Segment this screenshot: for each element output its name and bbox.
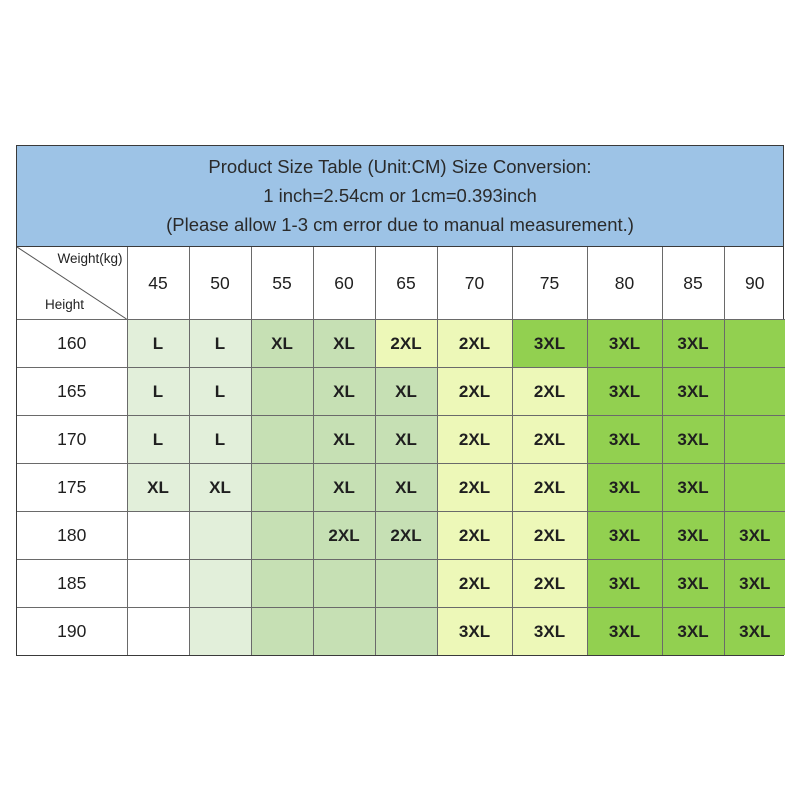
- table-row: [17, 464, 785, 512]
- size-cell: 3XL: [662, 416, 724, 464]
- size-cell: 2XL: [437, 368, 512, 416]
- size-cell: 2XL: [437, 560, 512, 608]
- size-cell: XL: [375, 416, 437, 464]
- size-cell: [251, 464, 313, 512]
- weight-header-cell: 55: [251, 247, 313, 320]
- size-cell: 2XL: [512, 368, 587, 416]
- header-note: (Please allow 1-3 cm error due to manual measurement.): [166, 214, 634, 235]
- size-cell: [313, 608, 375, 656]
- size-cell: 3XL: [587, 416, 662, 464]
- size-cell: 3XL: [724, 608, 785, 656]
- size-cell: [251, 608, 313, 656]
- weight-header-cell: 60: [313, 247, 375, 320]
- size-cell: XL: [313, 416, 375, 464]
- weight-header-cell: 85: [662, 247, 724, 320]
- size-cell: XL: [251, 320, 313, 368]
- size-cell: 3XL: [587, 560, 662, 608]
- size-cell: 2XL: [512, 464, 587, 512]
- size-cell: 3XL: [662, 320, 724, 368]
- weight-header-cell: 90: [724, 247, 785, 320]
- size-cell: [127, 608, 189, 656]
- size-cell: [375, 608, 437, 656]
- size-cell: [251, 416, 313, 464]
- size-cell: 3XL: [662, 464, 724, 512]
- header-conversion: 1 inch=2.54cm or 1cm=0.393inch: [263, 185, 537, 206]
- size-cell: 3XL: [512, 608, 587, 656]
- height-cell: 185: [17, 560, 127, 608]
- table-row: [17, 368, 785, 416]
- size-cell: 2XL: [437, 416, 512, 464]
- size-cell: 3XL: [662, 560, 724, 608]
- size-cell: L: [189, 368, 251, 416]
- header-title: Product Size Table (Unit:CM) Size Conversion:: [208, 156, 592, 177]
- size-cell: 3XL: [724, 512, 785, 560]
- size-cell: 3XL: [587, 320, 662, 368]
- weight-header-row: [17, 247, 785, 320]
- weight-axis-label: Weight(kg): [57, 251, 123, 266]
- size-cell: 3XL: [587, 464, 662, 512]
- size-cell: 3XL: [587, 608, 662, 656]
- height-cell: 180: [17, 512, 127, 560]
- size-cell: 3XL: [437, 608, 512, 656]
- size-cell: [724, 368, 785, 416]
- height-cell: 170: [17, 416, 127, 464]
- size-cell: 3XL: [662, 608, 724, 656]
- size-cell: [189, 608, 251, 656]
- size-cell: 2XL: [437, 320, 512, 368]
- height-cell: 175: [17, 464, 127, 512]
- size-cell: [189, 512, 251, 560]
- size-cell: [127, 512, 189, 560]
- corner-cell: [17, 247, 127, 320]
- table-row: [17, 560, 785, 608]
- table-row: [17, 608, 785, 656]
- size-cell: 2XL: [512, 416, 587, 464]
- size-cell: XL: [127, 464, 189, 512]
- size-cell: [189, 560, 251, 608]
- table-row: [17, 416, 785, 464]
- size-cell: [724, 416, 785, 464]
- size-cell: XL: [313, 320, 375, 368]
- size-cell: XL: [375, 464, 437, 512]
- weight-header-cell: 70: [437, 247, 512, 320]
- height-cell: 160: [17, 320, 127, 368]
- height-cell: 190: [17, 608, 127, 656]
- table-row: [17, 320, 785, 368]
- size-cell: [251, 512, 313, 560]
- size-cell: 2XL: [437, 464, 512, 512]
- size-cell: [251, 560, 313, 608]
- size-cell: XL: [313, 464, 375, 512]
- weight-header-cell: 50: [189, 247, 251, 320]
- weight-header-cell: 75: [512, 247, 587, 320]
- size-table: [17, 247, 785, 655]
- size-cell: 2XL: [375, 320, 437, 368]
- weight-header-cell: 45: [127, 247, 189, 320]
- size-cell: 2XL: [512, 512, 587, 560]
- size-cell: 2XL: [437, 512, 512, 560]
- size-cell: 3XL: [587, 368, 662, 416]
- size-cell: XL: [375, 368, 437, 416]
- size-cell: [724, 464, 785, 512]
- size-cell: 2XL: [512, 560, 587, 608]
- height-axis-label: Height: [45, 297, 85, 312]
- size-cell: [127, 560, 189, 608]
- size-cell: L: [189, 320, 251, 368]
- weight-header-cell: 80: [587, 247, 662, 320]
- size-cell: 3XL: [662, 512, 724, 560]
- size-cell: [251, 368, 313, 416]
- size-cell: 3XL: [662, 368, 724, 416]
- size-cell: L: [127, 320, 189, 368]
- size-cell: 3XL: [724, 560, 785, 608]
- size-cell: 3XL: [512, 320, 587, 368]
- size-cell: L: [189, 416, 251, 464]
- size-cell: [313, 560, 375, 608]
- size-cell: L: [127, 368, 189, 416]
- size-cell: 2XL: [375, 512, 437, 560]
- size-cell: 3XL: [587, 512, 662, 560]
- size-cell: [724, 320, 785, 368]
- height-cell: 165: [17, 368, 127, 416]
- size-cell: L: [127, 416, 189, 464]
- size-cell: [375, 560, 437, 608]
- size-cell: 2XL: [313, 512, 375, 560]
- chart-header: [17, 146, 783, 247]
- size-chart: [16, 145, 784, 656]
- table-row: [17, 512, 785, 560]
- weight-header-cell: 65: [375, 247, 437, 320]
- size-cell: XL: [313, 368, 375, 416]
- size-cell: XL: [189, 464, 251, 512]
